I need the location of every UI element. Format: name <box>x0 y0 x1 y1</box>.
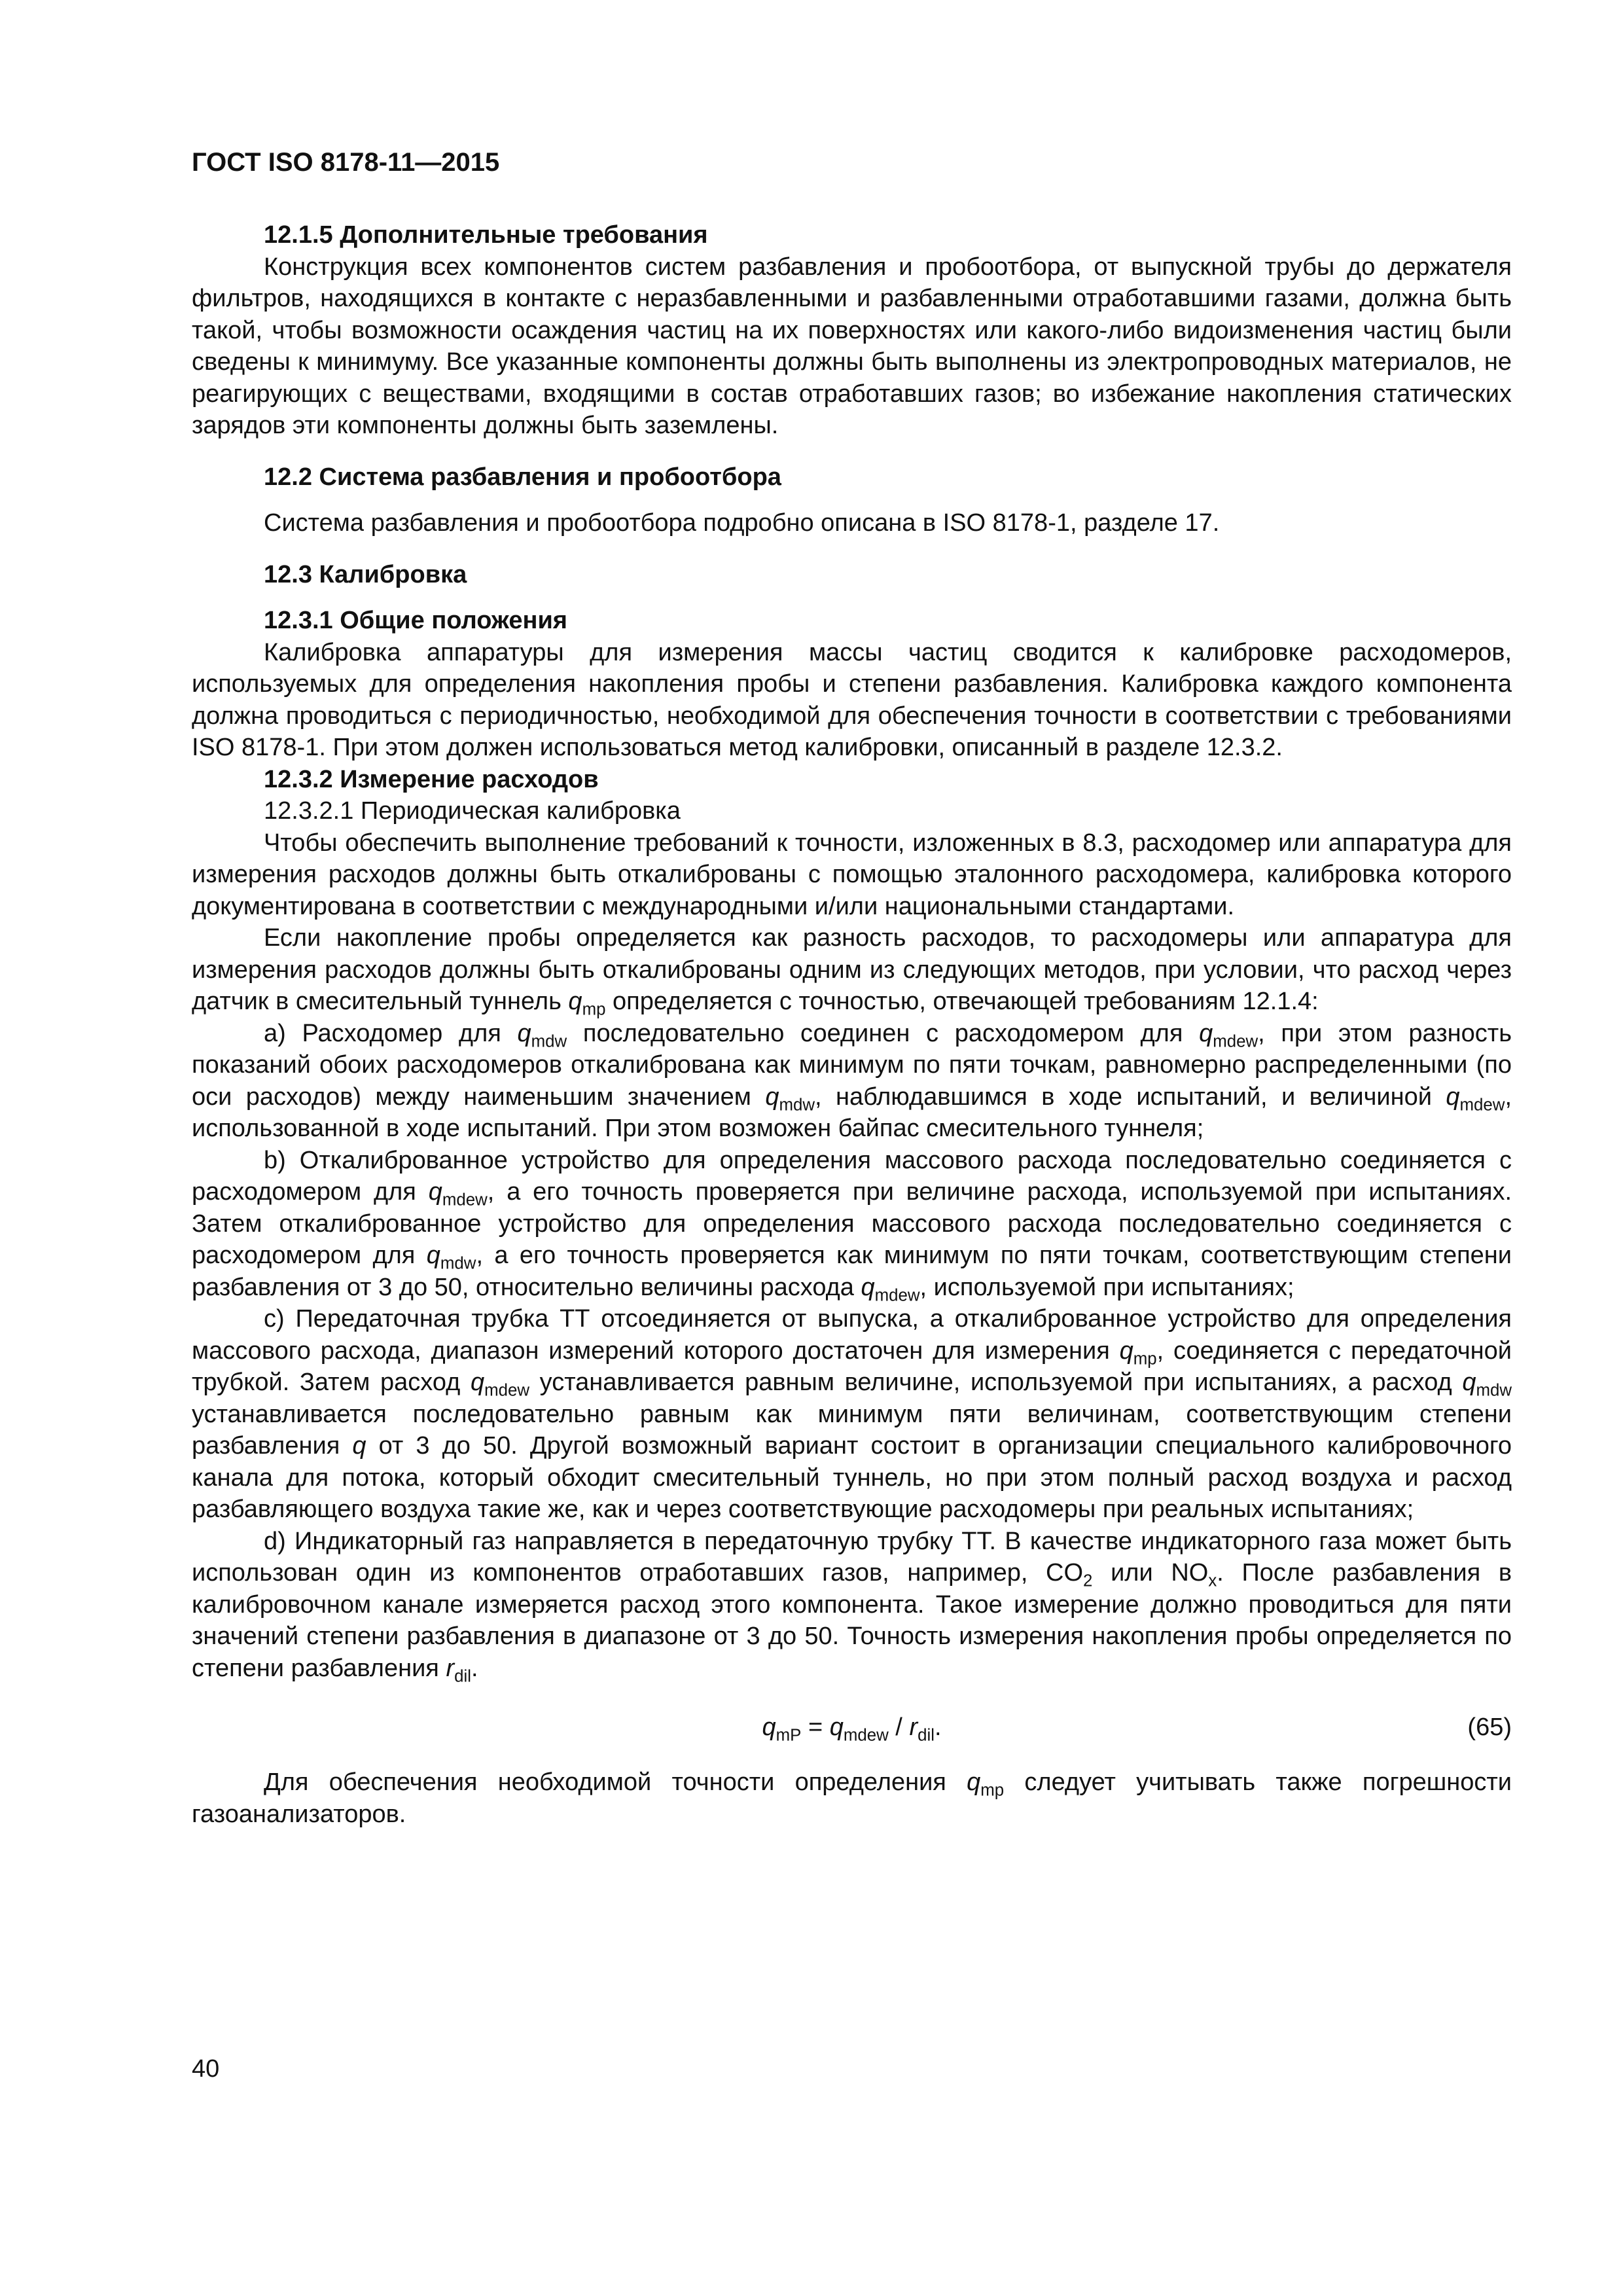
paragraph-general-provisions: Калибровка аппаратуры для измерения массы частиц сводится к калибровке расходомеров, используемых для определения накопления пробы и степени разбавления. Калибровка каждого компонента должна проводиться с периодичностью, необходимой для обеспечения точности в соответствии с требованиями ISO 8178-1. При этом должен использоваться метод калибровки, описанный в разделе 12.3.2. <box>192 638 1512 761</box>
page-number: 40 <box>192 2055 220 2083</box>
list-item-d: d) Индикаторный газ направляется в передаточную трубку ТТ. В качестве индикаторного газа может быть использован один из компонентов отработавших газов, например, $CO_2$ или $NO_x$. После разбавления в калибровочном канале измеряется расход этого компонента. Такое измерение должно проводиться для пяти значений степени разбавления в диапазоне от 3 до 50. Точность измерения накопления пробы определяется по степени разбавления $r_{dil}$. <box>192 1527 1512 1685</box>
section-heading-12-3: 12.3 Калибровка <box>264 560 467 588</box>
document-body <box>192 219 1512 1830</box>
paragraph-periodic-calibration: Чтобы обеспечить выполнение требований к точности, изложенных в 8.3, расходомер или аппаратура для измерения расходов должны быть откалиброваны с помощью эталонного расходомера, калибровка которого документирована в соответствии с международными и/или национальными стандартами. <box>192 829 1512 920</box>
section-heading-12-3-2: 12.3.2 Измерение расходов <box>264 765 599 793</box>
paragraph-gas-analyzer-errors: Для обеспечения необходимой точности определения $q_{mp}$ следует учитывать также погрешности газоанализаторов. <box>192 1768 1512 1828</box>
equation-65 <box>192 1698 1512 1757</box>
paragraph-additional-requirements: Конструкция всех компонентов систем разбавления и пробоотбора, от выпускной трубы до держателя фильтров, находящихся в контакте с неразбавленными и разбавленными отработавшими газами, должна быть такой, чтобы возможности осаждения частиц на их поверхностях или какого-либо видоизменения частиц были сведены к минимуму. Все указанные компоненты должны быть выполнены из электропроводных материалов, не реагирующих с веществами, входящими в состав отработавших газов; во избежание накопления статических зарядов эти компоненты должны быть заземлены. <box>192 253 1512 439</box>
subsection-heading-12-3-2-1: 12.3.2.1 Периодическая калибровка <box>264 797 681 825</box>
list-item-a: a) Расходомер для $q_{mdw}$ последовательно соединен с расходомером для $q_{mdew}$, при этом разность показаний обоих расходомеров откалибрована как минимум по пяти точкам, равномерно распределенными (по оси расходов) между наименьшим значением $q_{mdw}$, наблюдавшимся в ходе испытаний, и величиной $q_{mdew}$, использованной в ходе испытаний. При этом возможен байпас смесительного туннеля; <box>192 1019 1512 1142</box>
section-heading-12-3-1: 12.3.1 Общие положения <box>264 607 567 634</box>
equation-number: (65) <box>1467 1713 1512 1741</box>
paragraph-flow-difference: Если накопление пробы определяется как разность расходов, то расходомеры или аппаратура для измерения расходов должны быть откалиброваны одним из следующих методов, при условии, что расход через датчик в смесительный туннель $q_{mp}$ определяется с точностью, отвечающей требованиям 12.1.4: <box>192 924 1512 1019</box>
list-item-b: b) Откалиброванное устройство для определения массового расхода последовательно соединяется с расходомером для $q_{mdew}$, а его точность проверяется при величине расхода, используемой при испытаниях. Затем откалиброванное устройство для определения массового расхода последовательно соединяется с расходомером для $q_{mdw}$, а его точность проверяется как минимум по пяти точкам, соответствующим степени разбавления от 3 до 50, относительно величины расхода $q_{mdew}$, используемой при испытаниях; <box>192 1146 1512 1304</box>
section-heading-12-2: 12.2 Система разбавления и пробоотбора <box>264 463 781 491</box>
equation-expression: $q_{mP} = q_{mdew} / r_{dil}$. <box>762 1713 942 1745</box>
paragraph-dilution-system: Система разбавления и пробоотбора подробно описана в ISO 8178-1, разделе 17. <box>264 509 1220 537</box>
section-heading-12-1-5: 12.1.5 Дополнительные требования <box>264 221 708 249</box>
list-item-c: c) Передаточная трубка ТТ отсоединяется от выпуска, а откалиброванное устройство для определения массового расхода, диапазон измерений которого достаточен для измерения $q_{mp}$, соединяется с передаточной трубкой. Затем расход $q_{mdew}$ устанавливается равным величине, используемой при испытаниях, а расход $q_{mdw}$ устанавливается последовательно равным как минимум пяти величинам, соответствующим степени разбавления q от 3 до 50. Другой возможный вариант состоит в организации специального калибровочного канала для потока, который обходит смесительный туннель, но при этом полный расход воздуха и расход разбавляющего воздуха такие же, как и через соответствующие расходомеры при реальных испытаниях; <box>192 1305 1512 1523</box>
document-code-header: ГОСТ ISO 8178-11—2015 <box>192 148 500 177</box>
